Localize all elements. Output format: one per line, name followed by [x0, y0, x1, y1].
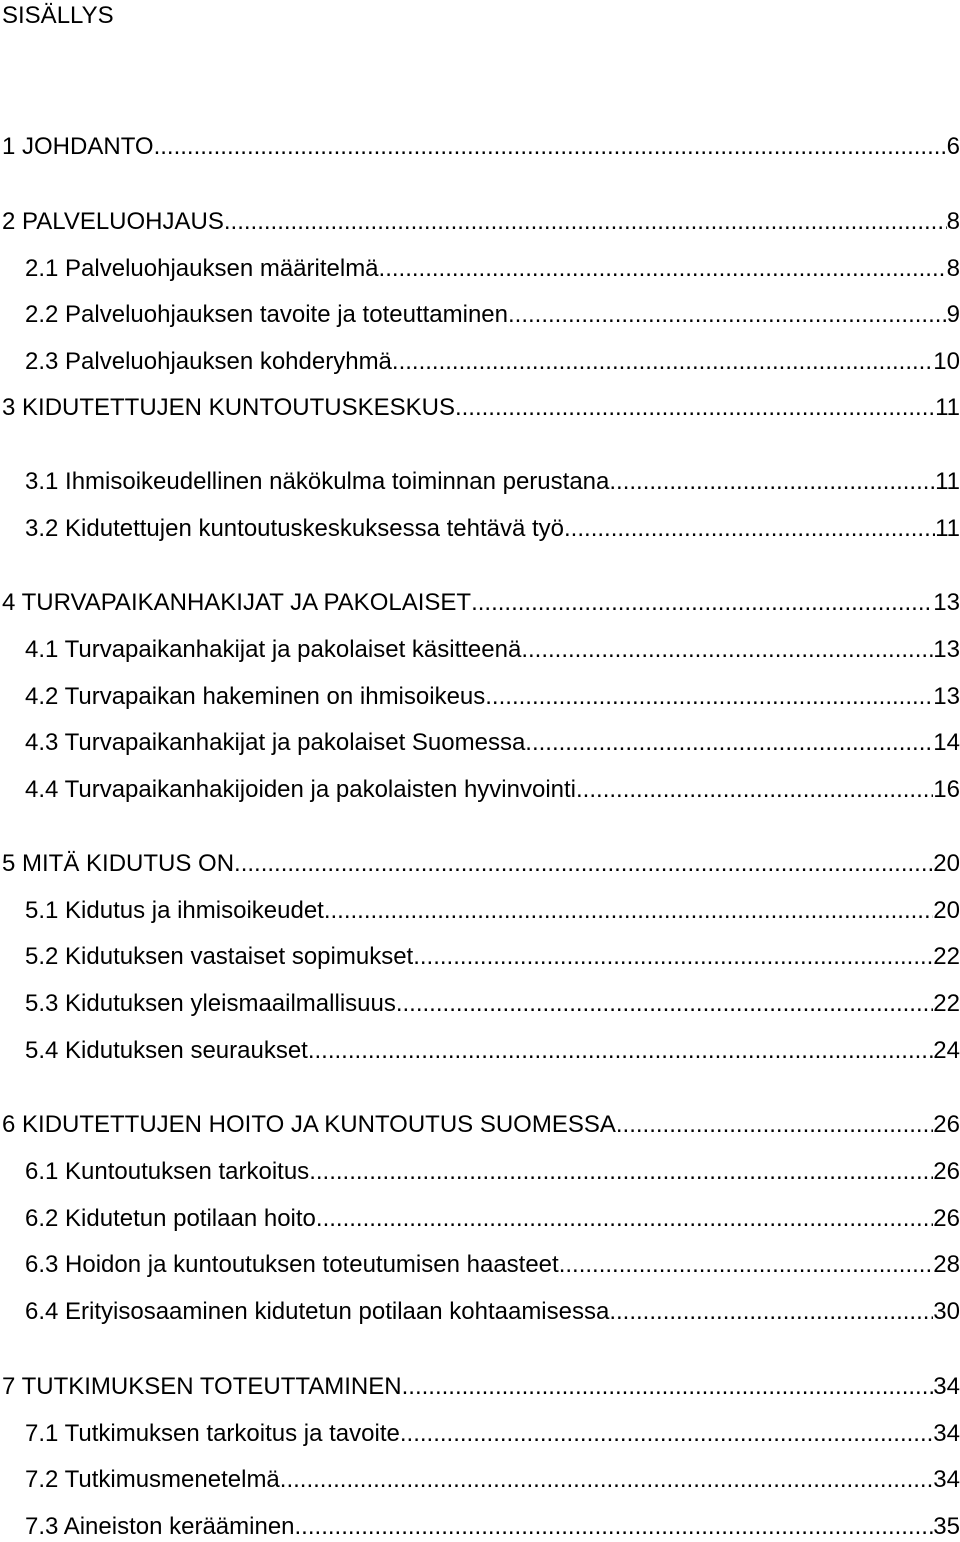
toc-entry-label: 4.1 Turvapaikanhakijat ja pakolaiset käsitteenä [25, 636, 522, 663]
toc-entry-5-1[interactable] [25, 896, 960, 926]
toc-entry-label: 3 KIDUTETTUJEN KUNTOUTUSKESKUS [2, 394, 455, 421]
toc-page-number: 20 [933, 850, 960, 877]
toc-entry-4-1[interactable] [25, 635, 960, 665]
toc-entry-label: 5.2 Kidutuksen vastaiset sopimukset [25, 943, 414, 970]
toc-entry-label: 6 KIDUTETTUJEN HOITO JA KUNTOUTUS SUOMESSA [2, 1111, 616, 1138]
toc-entry-label: 4.3 Turvapaikanhakijat ja pakolaiset Suomessa [25, 729, 526, 756]
dot-leader [485, 682, 933, 712]
toc-entry-label: 7.3 Aineiston kerääminen [25, 1513, 295, 1540]
toc-entry-5[interactable] [2, 849, 960, 879]
toc-page-number: 16 [933, 776, 960, 803]
toc-entry-label: 2.1 Palveluohjauksen määritelmä [25, 255, 379, 282]
toc-entry-label: 6.3 Hoidon ja kuntoutuksen toteutumisen haasteet [25, 1251, 559, 1278]
toc-entry-5-2[interactable] [25, 942, 960, 972]
toc-entry-label: 7 TUTKIMUKSEN TOTEUTTAMINEN [2, 1373, 402, 1400]
toc-entry-label: 2.2 Palveluohjauksen tavoite ja toteuttaminen [25, 301, 508, 328]
dot-leader [521, 635, 933, 665]
dot-leader [400, 1419, 933, 1449]
dot-leader [609, 1297, 933, 1327]
toc-entry-label: 5.1 Kidutus ja ihmisoikeudet [25, 897, 324, 924]
toc-page-number: 26 [933, 1205, 960, 1232]
dot-leader [413, 942, 933, 972]
toc-entry-2[interactable] [2, 207, 960, 237]
toc-entry-7-1[interactable] [25, 1419, 960, 1449]
toc-entry-3[interactable] [2, 393, 960, 423]
dot-leader [471, 588, 933, 618]
toc-page-number: 34 [933, 1373, 960, 1400]
toc-page-number: 26 [933, 1111, 960, 1138]
toc-page-number: 28 [933, 1251, 960, 1278]
toc-page-number: 8 [946, 255, 960, 282]
dot-leader [379, 254, 947, 284]
toc-page-number: 20 [933, 897, 960, 924]
toc-entry-7-2[interactable] [25, 1465, 960, 1495]
toc-page-number: 34 [933, 1420, 960, 1447]
toc-page-number: 11 [935, 515, 960, 542]
toc-entry-4[interactable] [2, 588, 960, 618]
dot-leader [234, 849, 933, 879]
dot-leader [396, 989, 933, 1019]
toc-page-number: 34 [933, 1466, 960, 1493]
toc-entry-6-1[interactable] [25, 1157, 960, 1187]
toc-entry-3-2[interactable] [25, 514, 960, 544]
toc-page-number: 30 [933, 1298, 960, 1325]
toc-entry-5-3[interactable] [25, 989, 960, 1019]
toc-entry-2-3[interactable] [25, 347, 960, 377]
dot-leader [154, 132, 947, 162]
toc-entry-label: 5.3 Kidutuksen yleismaailmallisuus [25, 990, 396, 1017]
toc-entry-4-2[interactable] [25, 682, 960, 712]
toc-page-number: 13 [933, 683, 960, 710]
toc-page-number: 11 [935, 468, 960, 495]
toc-page-number: 22 [933, 990, 960, 1017]
toc-page-number: 35 [933, 1513, 960, 1540]
dot-leader [316, 1204, 933, 1234]
dot-leader [564, 514, 935, 544]
toc-entry-label: 2 PALVELUOHJAUS [2, 208, 224, 235]
dot-leader [616, 1110, 933, 1140]
toc-entry-7-3[interactable] [25, 1512, 960, 1542]
toc-entry-6[interactable] [2, 1110, 960, 1140]
dot-leader [295, 1512, 934, 1542]
toc-entry-label: 6.1 Kuntoutuksen tarkoitus [25, 1158, 310, 1185]
toc-entry-6-3[interactable] [25, 1250, 960, 1280]
toc-entry-label: 6.4 Erityisosaaminen kidutetun potilaan kohtaamisessa [25, 1298, 610, 1325]
dot-leader [309, 1157, 933, 1187]
toc-entry-label: 6.2 Kidutetun potilaan hoito [25, 1205, 316, 1232]
toc-entry-label: 7.1 Tutkimuksen tarkoitus ja tavoite [25, 1420, 400, 1447]
dot-leader [559, 1250, 934, 1280]
toc-page-number: 10 [933, 348, 960, 375]
dot-leader [609, 467, 935, 497]
dot-leader [392, 347, 933, 377]
toc-entry-2-1[interactable] [25, 254, 960, 284]
toc-entry-label: 4.2 Turvapaikan hakeminen on ihmisoikeus [25, 683, 486, 710]
dot-leader [525, 728, 933, 758]
dot-leader [402, 1372, 934, 1402]
toc-page-number: 9 [946, 301, 960, 328]
toc-entry-label: 3.1 Ihmisoikeudellinen näkökulma toiminnan perustana [25, 468, 610, 495]
toc-page-number: 14 [933, 729, 960, 756]
dot-leader [324, 896, 933, 926]
dot-leader [308, 1036, 933, 1066]
page-title: SISÄLLYS [2, 2, 114, 29]
toc-entry-4-3[interactable] [25, 728, 960, 758]
toc-page-number: 6 [946, 133, 960, 160]
toc-entry-label: 4.4 Turvapaikanhakijoiden ja pakolaisten hyvinvointi [25, 776, 577, 803]
dot-leader [280, 1465, 934, 1495]
toc-entry-label: 2.3 Palveluohjauksen kohderyhmä [25, 348, 392, 375]
dot-leader [576, 775, 933, 805]
toc-entry-7[interactable] [2, 1372, 960, 1402]
toc-entry-3-1[interactable] [25, 467, 960, 497]
toc-entry-6-4[interactable] [25, 1297, 960, 1327]
toc-entry-label: 5 MITÄ KIDUTUS ON [2, 850, 235, 877]
toc-page-number: 24 [933, 1037, 960, 1064]
toc-page-number: 13 [933, 636, 960, 663]
toc-entry-label: 5.4 Kidutuksen seuraukset [25, 1037, 308, 1064]
toc-page-number: 8 [946, 208, 960, 235]
toc-entry-4-4[interactable] [25, 775, 960, 805]
toc-entry-5-4[interactable] [25, 1036, 960, 1066]
toc-entry-label: 1 JOHDANTO [2, 133, 154, 160]
toc-page-number: 13 [933, 589, 960, 616]
dot-leader [508, 300, 947, 330]
toc-page-number: 22 [933, 943, 960, 970]
toc-entry-2-2[interactable] [25, 300, 960, 330]
toc-entry-label: 4 TURVAPAIKANHAKIJAT JA PAKOLAISET [2, 589, 472, 616]
toc-entry-label: 3.2 Kidutettujen kuntoutuskeskuksessa tehtävä työ [25, 515, 565, 542]
dot-leader [224, 207, 947, 237]
dot-leader [455, 393, 935, 423]
toc-page-number: 26 [933, 1158, 960, 1185]
toc-page-number: 11 [935, 394, 960, 421]
toc-entry-label: 7.2 Tutkimusmenetelmä [25, 1466, 280, 1493]
toc-entry-1[interactable] [2, 132, 960, 162]
toc-entry-6-2[interactable] [25, 1204, 960, 1234]
